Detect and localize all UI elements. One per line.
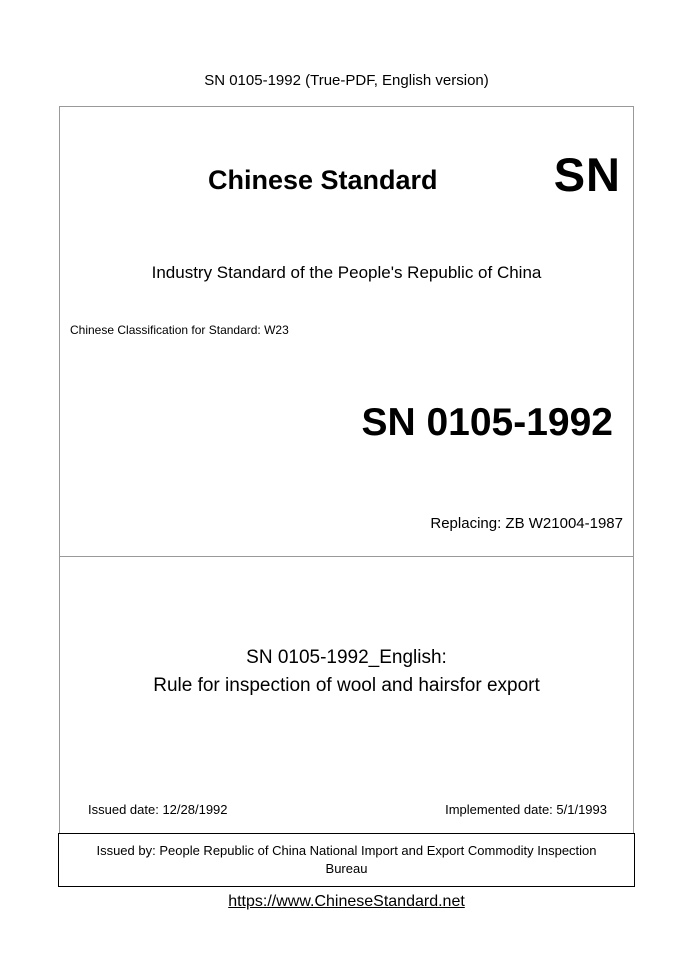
replacing-line: Replacing: ZB W21004-1987 <box>430 515 623 532</box>
classification-line: Chinese Classification for Standard: W23 <box>70 323 289 337</box>
document-header: SN 0105-1992 (True-PDF, English version) <box>204 72 489 89</box>
issuer-box <box>58 833 635 887</box>
industry-standard-line: Industry Standard of the People's Republic of China <box>151 263 542 282</box>
standard-code-mark: SN <box>553 148 621 201</box>
cover-frame <box>59 106 634 886</box>
implemented-date: Implemented date: 5/1/1993 <box>445 802 607 817</box>
main-title: Chinese Standard <box>208 165 438 195</box>
issuer-line-2: Bureau <box>325 861 368 876</box>
website-link[interactable]: https://www.ChineseStandard.net <box>228 893 465 910</box>
english-name-line: SN 0105-1992_English: <box>246 647 447 668</box>
cover-top-section <box>60 107 633 557</box>
footer <box>0 893 693 911</box>
standard-number: SN 0105-1992 <box>361 401 613 444</box>
standard-title: Rule for inspection of wool and hairsfor export <box>153 675 540 696</box>
issuer-line-1: Issued by: People Republic of China National Import and Export Commodity Inspection <box>96 843 597 858</box>
issued-date: Issued date: 12/28/1992 <box>88 802 228 817</box>
